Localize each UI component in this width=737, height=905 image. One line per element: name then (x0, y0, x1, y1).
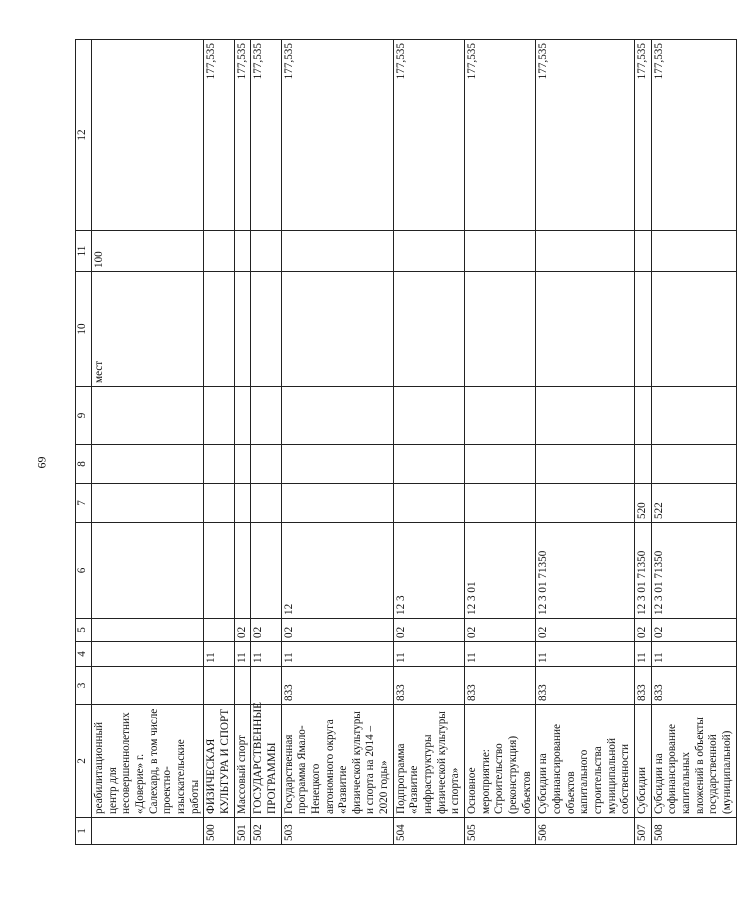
table-cell-col2: ГОСУДАРСТВЕННЫЕ ПРОГРАММЫ (251, 705, 281, 818)
table-cell-col8 (393, 445, 464, 484)
table-cell-col11 (251, 231, 281, 272)
table-cell-col8 (204, 445, 234, 484)
table-cell-col4: 11 (634, 642, 651, 667)
table-cell-col7 (204, 484, 234, 523)
table-cell-col4: 11 (234, 642, 251, 667)
table-cell-col6: 12 (281, 523, 393, 619)
table-cell-col5: 02 (393, 619, 464, 642)
table-cell-col4: 11 (393, 642, 464, 667)
table-cell-col12: 177,535 (536, 40, 635, 231)
table-cell-col2: Субсидии на софинансирование капитальных вложений в объекты государственной (муниципальной) (651, 705, 736, 818)
table-cell-col8 (465, 445, 536, 484)
table-cell-col10 (651, 272, 736, 387)
table-cell-col5: 02 (465, 619, 536, 642)
table-cell-col5: 02 (251, 619, 281, 642)
header-cell: 9 (76, 387, 92, 445)
table-cell-col12: 177,535 (204, 40, 234, 231)
table-cell-col9 (536, 387, 635, 445)
table-cell-col3 (204, 667, 234, 705)
table-cell-col11 (234, 231, 251, 272)
table-cell-col9 (281, 387, 393, 445)
table-cell-col11 (465, 231, 536, 272)
header-row (76, 40, 92, 845)
table-cell-col4: 11 (465, 642, 536, 667)
budget-table (75, 39, 737, 845)
table-row (536, 40, 635, 845)
table-cell-col7: 522 (651, 484, 736, 523)
table-cell-col6 (92, 523, 204, 619)
table-cell-col2: Подпрограмма «Развитие инфраструктуры физической культуры и спорта» (393, 705, 464, 818)
table-cell-col1: 505 (465, 818, 536, 845)
table-cell-col11: 100 (92, 231, 204, 272)
table-cell-col3: 833 (651, 667, 736, 705)
table-cell-col12 (92, 40, 204, 231)
table-cell-col5: 02 (536, 619, 635, 642)
table-cell-col3: 833 (281, 667, 393, 705)
table-cell-col2: реабилитационный центр для несовершеннолетних «Доверие» г. Салехард, в том числе проектно-изыскательские работы (92, 705, 204, 818)
table-cell-col5: 02 (651, 619, 736, 642)
rotated-page (75, 40, 733, 845)
table-cell-col3: 833 (465, 667, 536, 705)
header-cell: 11 (76, 231, 92, 272)
table-cell-col7 (92, 484, 204, 523)
table-cell-col2: Государственная программа Ямало-Ненецкого автономного округа «Развитие физической культуры и спорта на 2014 – 2020 годы» (281, 705, 393, 818)
table-cell-col12: 177,535 (465, 40, 536, 231)
header-cell: 10 (76, 272, 92, 387)
table-cell-col10 (281, 272, 393, 387)
table-cell-col1: 502 (251, 818, 281, 845)
table-cell-col4: 11 (651, 642, 736, 667)
table-cell-col9 (465, 387, 536, 445)
table-row (204, 40, 234, 845)
table-cell-col10 (234, 272, 251, 387)
table-cell-col3: 833 (393, 667, 464, 705)
table-cell-col6: 12 3 01 (465, 523, 536, 619)
table-cell-col11 (634, 231, 651, 272)
table-cell-col9 (251, 387, 281, 445)
table-cell-col4: 11 (536, 642, 635, 667)
table-row (465, 40, 536, 845)
table-row (393, 40, 464, 845)
table-cell-col3 (92, 667, 204, 705)
table-cell-col11 (536, 231, 635, 272)
table-cell-col7 (251, 484, 281, 523)
table-cell-col1: 500 (204, 818, 234, 845)
table-cell-col8 (281, 445, 393, 484)
table-cell-col12: 177,535 (393, 40, 464, 231)
header-cell: 1 (76, 818, 92, 845)
table-cell-col12: 177,535 (634, 40, 651, 231)
table-row (234, 40, 251, 845)
table-cell-col7: 520 (634, 484, 651, 523)
table-cell-col4: 11 (204, 642, 234, 667)
header-cell: 6 (76, 523, 92, 619)
table-cell-col11 (204, 231, 234, 272)
table-cell-col5: 02 (281, 619, 393, 642)
table-cell-col2: Массовый спорт (234, 705, 251, 818)
table-cell-col1: 508 (651, 818, 736, 845)
table-cell-col11 (281, 231, 393, 272)
table-cell-col10 (251, 272, 281, 387)
table-cell-col6 (251, 523, 281, 619)
table-cell-col5: 02 (634, 619, 651, 642)
table-cell-col9 (651, 387, 736, 445)
table-cell-col2: ФИЗИЧЕСКАЯ КУЛЬТУРА И СПОРТ (204, 705, 234, 818)
table-cell-col8 (634, 445, 651, 484)
table-cell-col6: 12 3 (393, 523, 464, 619)
table-cell-col1 (92, 818, 204, 845)
table-cell-col10 (204, 272, 234, 387)
table-cell-col1: 507 (634, 818, 651, 845)
page-number: 69 (34, 456, 49, 469)
table-cell-col9 (634, 387, 651, 445)
table-cell-col12: 177,535 (651, 40, 736, 231)
table-cell-col1: 504 (393, 818, 464, 845)
table-cell-col7 (393, 484, 464, 523)
table-cell-col2: Субсидии на софинансирование объектов капитального строительства муниципальной собственности (536, 705, 635, 818)
table-cell-col4: 11 (251, 642, 281, 667)
table-cell-col7 (281, 484, 393, 523)
table-cell-col10: мест (92, 272, 204, 387)
table-cell-col9 (234, 387, 251, 445)
header-cell: 3 (76, 667, 92, 705)
table-cell-col9 (92, 387, 204, 445)
table-row (281, 40, 393, 845)
table-row (651, 40, 736, 845)
table-cell-col10 (536, 272, 635, 387)
header-cell: 2 (76, 705, 92, 818)
table-cell-col9 (204, 387, 234, 445)
table-cell-col1: 501 (234, 818, 251, 845)
table-cell-col11 (651, 231, 736, 272)
table-cell-col10 (634, 272, 651, 387)
table-cell-col6 (234, 523, 251, 619)
table-cell-col6: 12 3 01 71350 (634, 523, 651, 619)
table-cell-col8 (234, 445, 251, 484)
table-cell-col7 (234, 484, 251, 523)
table-cell-col6: 12 3 01 71350 (651, 523, 736, 619)
table-cell-col5 (92, 619, 204, 642)
table-cell-col5: 02 (234, 619, 251, 642)
header-cell: 5 (76, 619, 92, 642)
header-cell: 8 (76, 445, 92, 484)
table-cell-col7 (536, 484, 635, 523)
table-cell-col4: 11 (281, 642, 393, 667)
table-row (634, 40, 651, 845)
table-cell-col2: Субсидии (634, 705, 651, 818)
table-cell-col8 (251, 445, 281, 484)
table-cell-col6 (204, 523, 234, 619)
table-cell-col1: 503 (281, 818, 393, 845)
table-row (251, 40, 281, 845)
header-cell: 12 (76, 40, 92, 231)
table-cell-col12: 177,535 (234, 40, 251, 231)
table-cell-col3: 833 (634, 667, 651, 705)
table-cell-col11 (393, 231, 464, 272)
table-row (92, 40, 204, 845)
table-cell-col10 (393, 272, 464, 387)
table-cell-col8 (651, 445, 736, 484)
table-cell-col10 (465, 272, 536, 387)
table-cell-col2: Основное мероприятие: Строительство (реконструкция) объектов (465, 705, 536, 818)
table-cell-col1: 506 (536, 818, 635, 845)
table-cell-col3 (251, 667, 281, 705)
table-cell-col5 (204, 619, 234, 642)
header-cell: 7 (76, 484, 92, 523)
table-cell-col9 (393, 387, 464, 445)
table-cell-col6: 12 3 01 71350 (536, 523, 635, 619)
header-cell: 4 (76, 642, 92, 667)
table-cell-col8 (536, 445, 635, 484)
table-cell-col8 (92, 445, 204, 484)
table-cell-col7 (465, 484, 536, 523)
table-cell-col4 (92, 642, 204, 667)
table-cell-col12: 177,535 (251, 40, 281, 231)
table-cell-col12: 177,535 (281, 40, 393, 231)
table-cell-col3 (234, 667, 251, 705)
table-cell-col3: 833 (536, 667, 635, 705)
